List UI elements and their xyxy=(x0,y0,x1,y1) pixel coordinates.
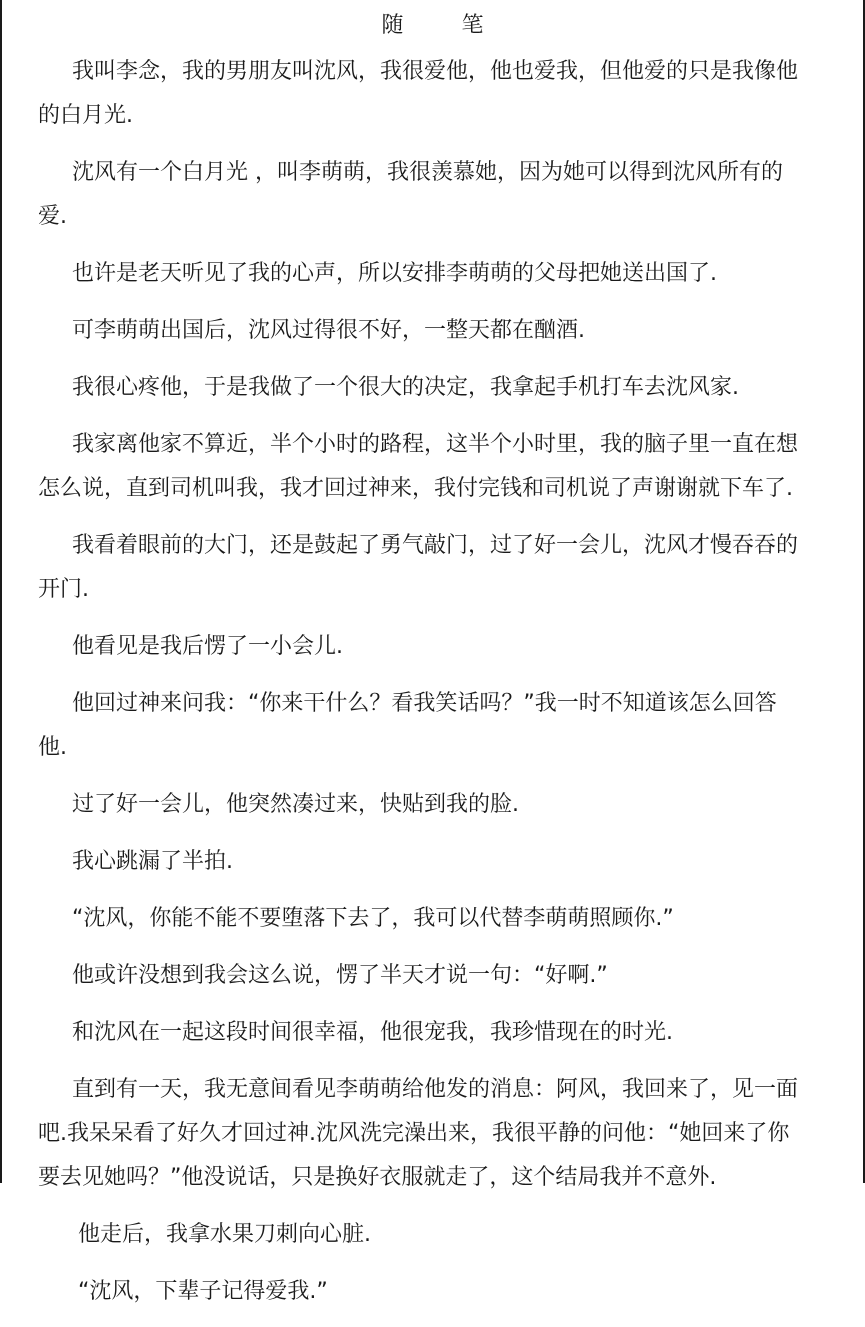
paragraph-line: 直到有一天，我无意间看见李萌萌给他发的消息：阿风，我回来了，见一面 xyxy=(72,1077,799,1102)
paragraph xyxy=(38,840,864,884)
paragraph xyxy=(38,1270,864,1314)
paragraph-line: 怎么说，直到司机叫我，我才回过神来，我付完钱和司机说了声谢谢就下车了. xyxy=(38,476,793,501)
paragraph-line: “沈风，你能不能不要堕落下去了，我可以代替李萌萌照顾你.” xyxy=(72,906,674,931)
paragraph xyxy=(38,682,864,770)
paragraph xyxy=(38,423,864,511)
paragraph xyxy=(38,151,864,239)
paragraph-line: 和沈风在一起这段时间很幸福，他很宠我，我珍惜现在的时光. xyxy=(72,1020,673,1045)
paragraph-line: 我很心疼他，于是我做了一个很大的决定，我拿起手机打车去沈风家. xyxy=(72,375,739,400)
paragraph xyxy=(38,1068,864,1200)
paragraph-line: 他看见是我后愣了一小会儿. xyxy=(72,634,343,659)
paragraph-line: 我心跳漏了半拍. xyxy=(72,849,233,874)
paragraph-line: 沈风有一个白月光 ，叫李萌萌，我很羡慕她，因为她可以得到沈风所有的 xyxy=(72,160,783,185)
paragraph-line: 我叫李念，我的男朋友叫沈风，我很爱他，他也爱我，但他爱的只是我像他 xyxy=(72,59,799,84)
paragraph-line: 的白月光. xyxy=(38,103,133,128)
paragraph-line: 他走后，我拿水果刀刺向心脏. xyxy=(78,1222,371,1247)
paragraph xyxy=(38,252,864,296)
paragraph xyxy=(38,1213,864,1257)
paragraph-line: 开门. xyxy=(38,577,89,602)
document-body xyxy=(38,50,864,1327)
paragraph xyxy=(38,366,864,410)
paragraph xyxy=(38,50,864,138)
paragraph xyxy=(38,783,864,827)
paragraph-line: 爱. xyxy=(38,204,67,229)
paragraph xyxy=(38,524,864,612)
paragraph xyxy=(38,1011,864,1055)
paragraph xyxy=(38,954,864,998)
paragraph-line: 吧.我呆呆看了好久才回过神.沈风洗完澡出来，我很平静的问他：“她回来了你 xyxy=(38,1121,790,1146)
paragraph-line: 我家离他家不算近，半个小时的路程，这半个小时里，我的脑子里一直在想 xyxy=(72,432,799,457)
paragraph-line: 我看着眼前的大门，还是鼓起了勇气敲门，过了好一会儿，沈风才慢吞吞的 xyxy=(72,533,799,558)
paragraph-line: 也许是老天听见了我的心声，所以安排李萌萌的父母把她送出国了. xyxy=(72,261,717,286)
paragraph xyxy=(38,309,864,353)
paragraph-line: 要去见她吗？”他没说话，只是换好衣服就走了，这个结局我并不意外. xyxy=(38,1165,717,1190)
paragraph-line: 他. xyxy=(38,735,67,760)
paragraph xyxy=(38,625,864,669)
document-title: 随 笔 xyxy=(381,13,502,38)
paragraph-line: “沈风，下辈子记得爱我.” xyxy=(78,1279,328,1304)
paragraph xyxy=(38,897,864,941)
paragraph-line: 过了好一会儿，他突然凑过来，快贴到我的脸. xyxy=(72,792,519,817)
paragraph-line: 可李萌萌出国后，沈风过得很不好，一整天都在酗酒. xyxy=(72,318,585,343)
paragraph-line: 他回过神来问我：“你来干什么？看我笑话吗？”我一时不知道该怎么回答 xyxy=(72,691,777,716)
paragraph-line: 他或许没想到我会这么说，愣了半天才说一句：“好啊.” xyxy=(72,963,608,988)
